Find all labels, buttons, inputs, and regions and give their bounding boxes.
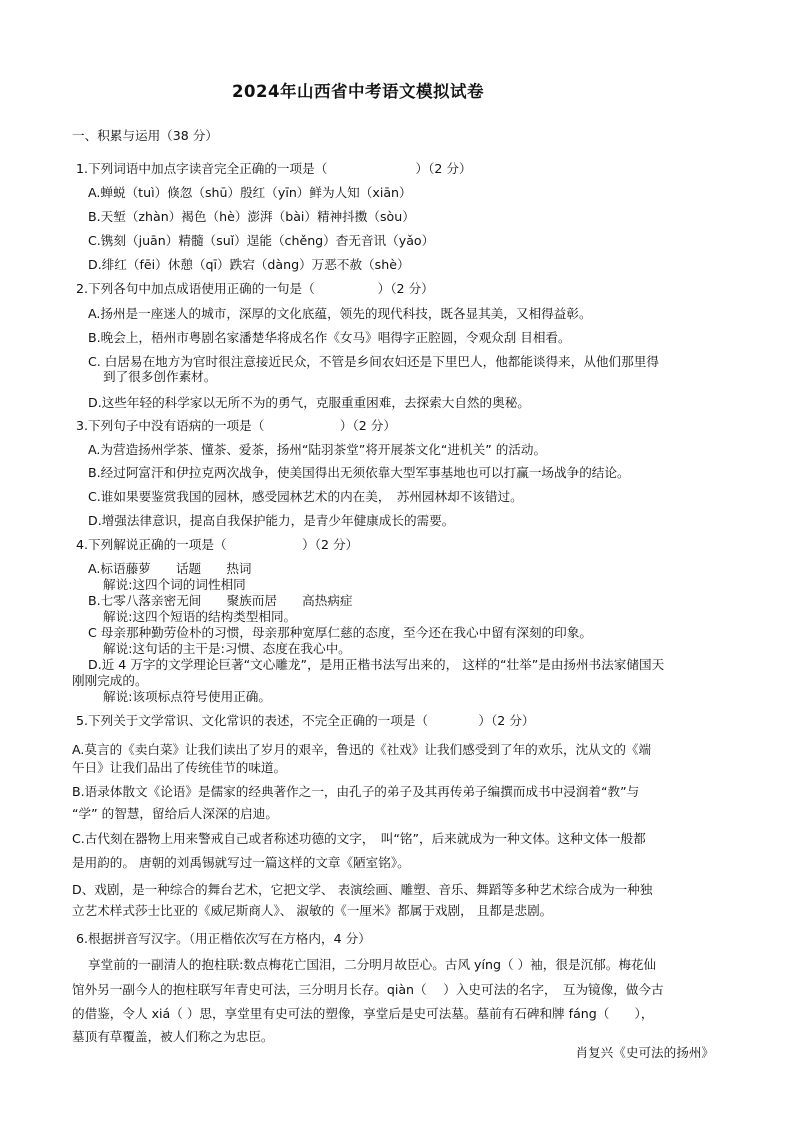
question-4-option-a: A.标语藤萝 话题 热词 (88, 561, 252, 576)
question-2-option-c: C. 白居易在地方为官时很注意接近民众，不管是乡间农妇还是下里巴人，他都能谈得来，从他们那里得 (88, 354, 659, 369)
question-4-option-a-note: 解说:这四个词的词性相同 (103, 577, 246, 592)
question-6-stem: 6.根据拼音写汉字。（用正楷依次写在方格内，4 分） (76, 931, 371, 946)
question-4-option-d-cont: 刚刚完成的。 (72, 673, 148, 688)
question-2-option-a: A.扬州是一座迷人的城市，深厚的文化底蕴，领先的现代科技，既各显其美，又相得益彰。 (88, 306, 592, 321)
question-3-option-d: D.增强法律意识，提高自我保护能力，是青少年健康成长的需要。 (88, 513, 455, 528)
question-2-option-d: D.这些年轻的科学家以无所不为的勇气，克服重重困难，去探索大自然的奥秘。 (88, 395, 530, 410)
section-heading: 一、积累与运用（38 分） (72, 128, 218, 143)
question-5-option-b: B.语录体散文《论语》是儒家的经典著作之一，由孔子的弟子及其再传弟子编撰而成书中浸润着“教”与 (72, 784, 640, 799)
question-2-option-c-cont: 到了很多创作素材。 (103, 369, 217, 384)
question-3-option-b: B.经过阿富汗和伊拉克两次战争，使美国得出无须依靠大型军事基地也可以打赢一场战争的结论。 (88, 465, 630, 480)
question-4-option-b-note: 解说:这四个短语的结构类型相同。 (103, 609, 297, 624)
question-2-option-b: B.晚会上，梧州市粤剧名家潘楚华将成名作《女马》唱得字正腔圆，令观众刮 目相看。 (88, 330, 571, 345)
question-5-option-d: D、戏剧，是一种综合的舞台艺术，它把文学、 表演绘画、雕塑、音乐、舞蹈等多种艺术综合成为一种独 (72, 882, 653, 897)
question-6-passage-line-1: 享堂前的一副清人的抱柱联:数点梅花亡国泪，二分明月故臣心。古风 yíng（ ）袖，很是沉郁。梅花仙 (88, 957, 657, 972)
question-5-stem: 5.下列关于文学常识、文化常识的表述，不完全正确的一项是（ ）（2 分） (76, 713, 535, 728)
question-5-option-a-cont: 午日》让我们品出了传统佳节的味道。 (72, 760, 287, 775)
question-4-option-d-note: 解说:该项标点符号使用正确。 (103, 689, 271, 704)
question-1-option-c: C.镌刻（juān）精髓（suǐ）逞能（chěng）杳无音讯（yǎo） (88, 233, 435, 248)
question-6-passage-line-4: 墓顶有草覆盖，被人们称之为忠臣。 (72, 1029, 274, 1044)
question-3-option-c: C.谁如果要鉴赏我国的园林，感受园林艺术的内在美， 苏州园林却不该错过。 (88, 489, 523, 504)
question-2-stem: 2.下列各句中加点成语使用正确的一句是（ ）（2 分） (76, 281, 434, 296)
question-4-option-c-note: 解说:这句话的主干是:习惯、态度在我心中。 (103, 641, 351, 656)
question-4-option-d: D.近 4 万字的文学理论巨著“文心雕龙”，是用正楷书法写出来的， 这样的“壮举”是由扬州书法家储国天 (88, 657, 665, 672)
question-5-option-d-cont: 立艺术样式莎士比亚的《威尼斯商人》、 淑敏的《一厘米》都属于戏剧， 且都是悲剧。 (72, 903, 553, 918)
question-5-option-c: C.古代刻在器物上用来警戒自己或者称述功德的文字， 叫“铭”，后来就成为一种文体。这种文体一般都 (72, 831, 646, 846)
question-6-passage-line-3: 的借鉴，令人 xiá（ ）思，享堂里有史可法的塑像，享堂后是史可法墓。墓前有石碑和牌 fáng（ ）， (72, 1006, 654, 1021)
question-5-option-b-cont: “学” 的智慧，留给后人深深的启迪。 (72, 806, 278, 821)
question-6-passage-line-2: 馆外另一副今人的抱柱联写年青史可法，三分明月长存。qiàn（ ）入史可法的名字， 互为镜像，做今古 (72, 982, 664, 997)
question-3-stem: 3.下列句子中没有语病的一项是（ ）（2 分） (76, 418, 396, 433)
question-1-option-a: A.蝉蜕（tuì）倏忽（shū）殷红（yīn）鲜为人知（xiān） (88, 185, 412, 200)
question-6-source: 肖复兴《史可法的扬州》 (575, 1045, 714, 1060)
question-1-option-b: B.天堑（zhàn）褐色（hè）澎湃（bài）精神抖擞（sòu） (88, 209, 415, 224)
exam-title: 2024年山西省中考语文模拟试卷 (232, 82, 484, 101)
question-1-option-d: D.绯红（fēi）休憩（qī）跌宕（dàng）万恶不赦（shè） (88, 257, 410, 272)
question-4-stem: 4.下列解说正确的一项是（ ）（2 分） (76, 537, 359, 552)
question-4-option-c: C 母亲那种勤劳俭朴的习惯，母亲那种宽厚仁慈的态度，至今还在我心中留有深刻的印象。 (88, 625, 592, 640)
question-5-option-c-cont: 是用韵的。 唐朝的刘禹锡就写过一篇这样的文章《陋室铭》。 (72, 855, 410, 870)
question-1-stem: 1.下列词语中加点字读音完全正确的一项是（ ）（2 分） (76, 161, 472, 176)
question-4-option-b: B.七零八落亲密无间 聚族而居 高热病症 (88, 593, 353, 608)
question-3-option-a: A.为营造扬州学茶、懂茶、爱茶，扬州“陆羽茶堂”将开展茶文化“进机关” 的活动。 (88, 442, 547, 457)
question-5-option-a: A.莫言的《卖白菜》让我们读出了岁月的艰辛，鲁迅的《社戏》让我们感受到了年的欢乐，沈从文的《端 (72, 742, 652, 757)
